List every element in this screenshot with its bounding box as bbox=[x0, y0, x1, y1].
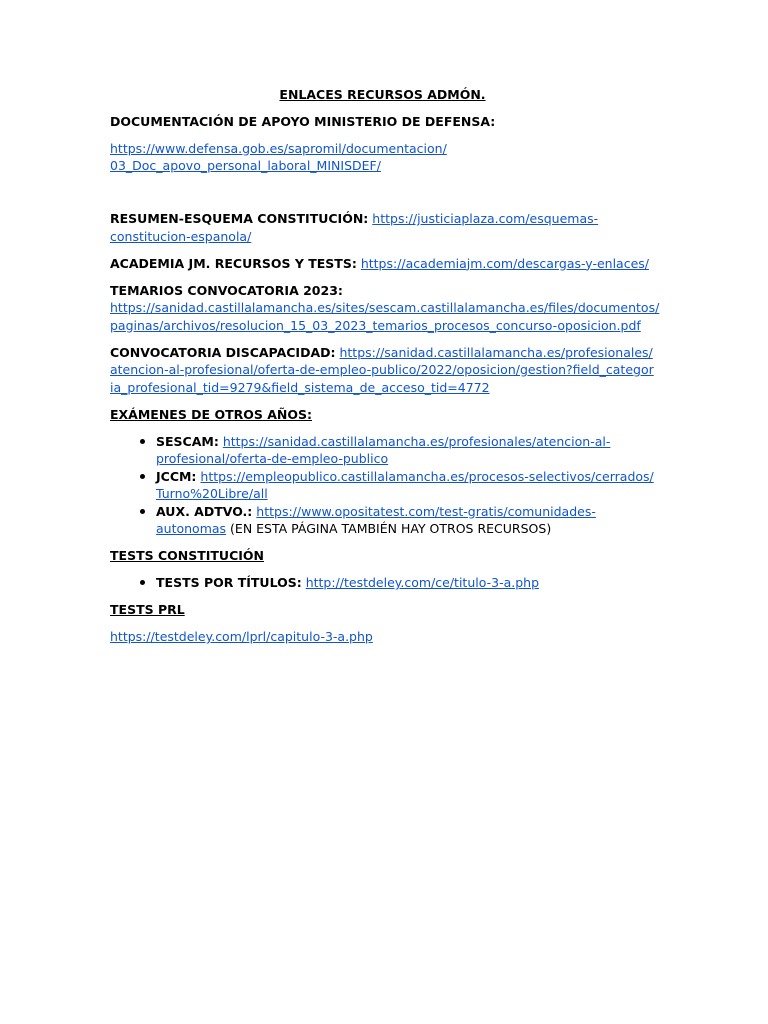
temarios-label: TEMARIOS CONVOCATORIA 2023: bbox=[110, 282, 343, 298]
examenes-list bbox=[110, 433, 655, 538]
resumen-label: RESUMEN-ESQUEMA CONSTITUCIÓN: bbox=[110, 211, 369, 226]
page-title: ENLACES RECURSOS ADMÓN. bbox=[279, 87, 486, 102]
aux-adtvo-label: AUX. ADTVO.: bbox=[156, 503, 253, 519]
discapacidad-paragraph bbox=[110, 344, 655, 397]
defensa-link-line2: 03_Doc_apovo_personal_laboral_MINISDEF/ bbox=[110, 158, 381, 173]
tests-constitucion-heading: TESTS CONSTITUCIÓN bbox=[110, 548, 264, 563]
tests-prl-heading: TESTS PRL bbox=[110, 602, 185, 617]
list-item-jccm bbox=[156, 468, 655, 503]
list-item-sescam bbox=[156, 433, 655, 468]
defensa-label-paragraph bbox=[110, 113, 655, 131]
discapacidad-label: CONVOCATORIA DISCAPACIDAD: bbox=[110, 344, 336, 360]
tests-prl-paragraph bbox=[110, 628, 655, 646]
temarios-link[interactable] bbox=[110, 300, 659, 333]
resumen-paragraph bbox=[110, 210, 655, 245]
list-item-tests-titulos bbox=[156, 574, 655, 592]
discapacidad-link[interactable]: https://sanidad.castillalamancha.es/profesionales/atencion-al-profesional/oferta-de-empleo-publico/2022/oposicion/gestion?field_categoria_profesional_tid=9279&field_sistema_de_acceso_tid=4772 bbox=[110, 344, 654, 395]
defensa-link-paragraph bbox=[110, 140, 655, 175]
defensa-link-line1: https://www.defensa.gob.es/sapromil/documentacion/ bbox=[110, 140, 447, 156]
sescam-label: SESCAM: bbox=[156, 433, 219, 449]
tests-titulos-link[interactable]: http://testdeley.com/ce/titulo-3-a.php bbox=[305, 575, 540, 590]
resumen-link[interactable]: https://justiciaplaza.com/esquemas-constitucion-espanola/ bbox=[110, 211, 599, 244]
blank-line bbox=[110, 184, 655, 210]
defensa-label: DOCUMENTACIÓN DE APOYO MINISTERIO DE DEFENSA: bbox=[110, 113, 496, 129]
tests-prl-link[interactable]: https://testdeley.com/lprl/capitulo-3-a.php bbox=[110, 629, 373, 644]
tests-titulos-label: TESTS POR TÍTULOS: bbox=[156, 575, 302, 590]
tests-constitucion-list bbox=[110, 574, 655, 592]
temarios-link-line2: paginas/archivos/resolucion_15_03_2023_temarios_procesos_concurso-oposicion.pdf bbox=[110, 317, 641, 333]
academia-link[interactable]: https://academiajm.com/descargas-y-enlaces/ bbox=[360, 255, 649, 271]
jccm-link[interactable]: https://empleopublico.castillalamancha.es/procesos-selectivos/cerrados/Turno%20Libre/all bbox=[156, 468, 654, 501]
temarios-link-line1: https://sanidad.castillalamancha.es/sites/sescam.castillalamancha.es/files/documentos/ bbox=[110, 300, 660, 315]
list-item-aux-adtvo bbox=[156, 503, 655, 538]
academia-paragraph bbox=[110, 255, 655, 273]
jccm-label: JCCM: bbox=[156, 468, 197, 484]
examenes-heading: EXÁMENES DE OTROS AÑOS: bbox=[110, 406, 312, 422]
sescam-link[interactable]: https://sanidad.castillalamancha.es/profesionales/atencion-al-profesional/oferta-de-empleo-publico bbox=[156, 433, 611, 466]
aux-adtvo-note: (EN ESTA PÁGINA TAMBIÉN HAY OTROS RECURSOS) bbox=[230, 521, 552, 536]
defensa-link[interactable] bbox=[110, 141, 447, 174]
academia-label: ACADEMIA JM. RECURSOS Y TESTS: bbox=[110, 255, 357, 271]
aux-adtvo-link[interactable]: https://www.opositatest.com/test-gratis/comunidades-autonomas bbox=[156, 503, 596, 536]
document-body bbox=[110, 86, 660, 655]
temarios-paragraph bbox=[110, 282, 660, 335]
